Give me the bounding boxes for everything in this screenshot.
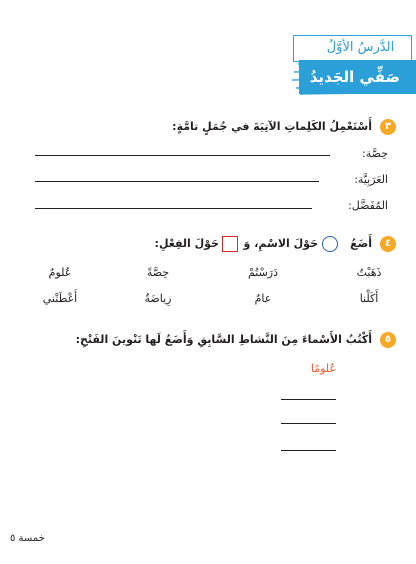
- section-4-instruction-part1: أَضَعُ: [350, 237, 372, 250]
- page-number: خمسة ٥: [10, 533, 45, 544]
- answer-line-mufaddal[interactable]: [35, 208, 312, 209]
- word-item[interactable]: عُلومٌ: [48, 266, 72, 279]
- lesson-label: الدَّرسُ الأوَّلُ: [326, 40, 395, 55]
- lesson-label-box: [293, 35, 412, 62]
- section-4-instruction-part2: حَوْلَ الاسْمِ، وَ: [243, 237, 318, 250]
- section-4-badge: ٤: [380, 236, 396, 252]
- section-3-instruction: أَسْتَعْمِلُ الكَلِماتِ الآتِيَةَ في جُمَلٍ تامَّةٍ:: [172, 120, 372, 133]
- circle-icon: [322, 236, 338, 252]
- section-3-badge: ٣: [380, 119, 396, 135]
- row-label-hessa: حِصَّة:: [362, 147, 388, 160]
- answer-line-arabiya[interactable]: [35, 181, 319, 182]
- word-item[interactable]: أَعْطَتْني: [42, 292, 78, 305]
- section-5-instruction: أَكْتُبُ الأَسْماءَ مِنَ النَّشاطِ السَّابِقِ وَأَضَعُ لَها تَنْوينَ الفَتْحِ:: [75, 333, 372, 346]
- word-item[interactable]: دَرَسْتُمْ: [247, 266, 279, 279]
- square-icon: [222, 236, 238, 252]
- word-item[interactable]: أَكَلْنا: [359, 292, 379, 305]
- answer-line-1[interactable]: [281, 399, 336, 400]
- answer-line-3[interactable]: [281, 450, 336, 451]
- word-item[interactable]: حِصَّةً: [146, 266, 170, 279]
- section-5-badge: ٥: [380, 332, 396, 348]
- word-item[interactable]: رِياضَةٌ: [144, 292, 172, 305]
- word-item[interactable]: عامٌ: [254, 292, 272, 305]
- word-item[interactable]: ذَهَبْتُ: [356, 266, 382, 279]
- answer-line-2[interactable]: [281, 423, 336, 424]
- row-label-mufaddal: المُفَضَّل:: [348, 199, 388, 212]
- example-answer: عُلومًا: [310, 362, 336, 375]
- answer-line-hessa[interactable]: [35, 155, 330, 156]
- lesson-title: صَفِّي الجَديدُ: [309, 68, 400, 86]
- row-label-arabiya: العَرَبِيَّة:: [354, 173, 388, 186]
- section-4-instruction-part3: حَوْلَ الفِعْلِ:: [154, 237, 219, 250]
